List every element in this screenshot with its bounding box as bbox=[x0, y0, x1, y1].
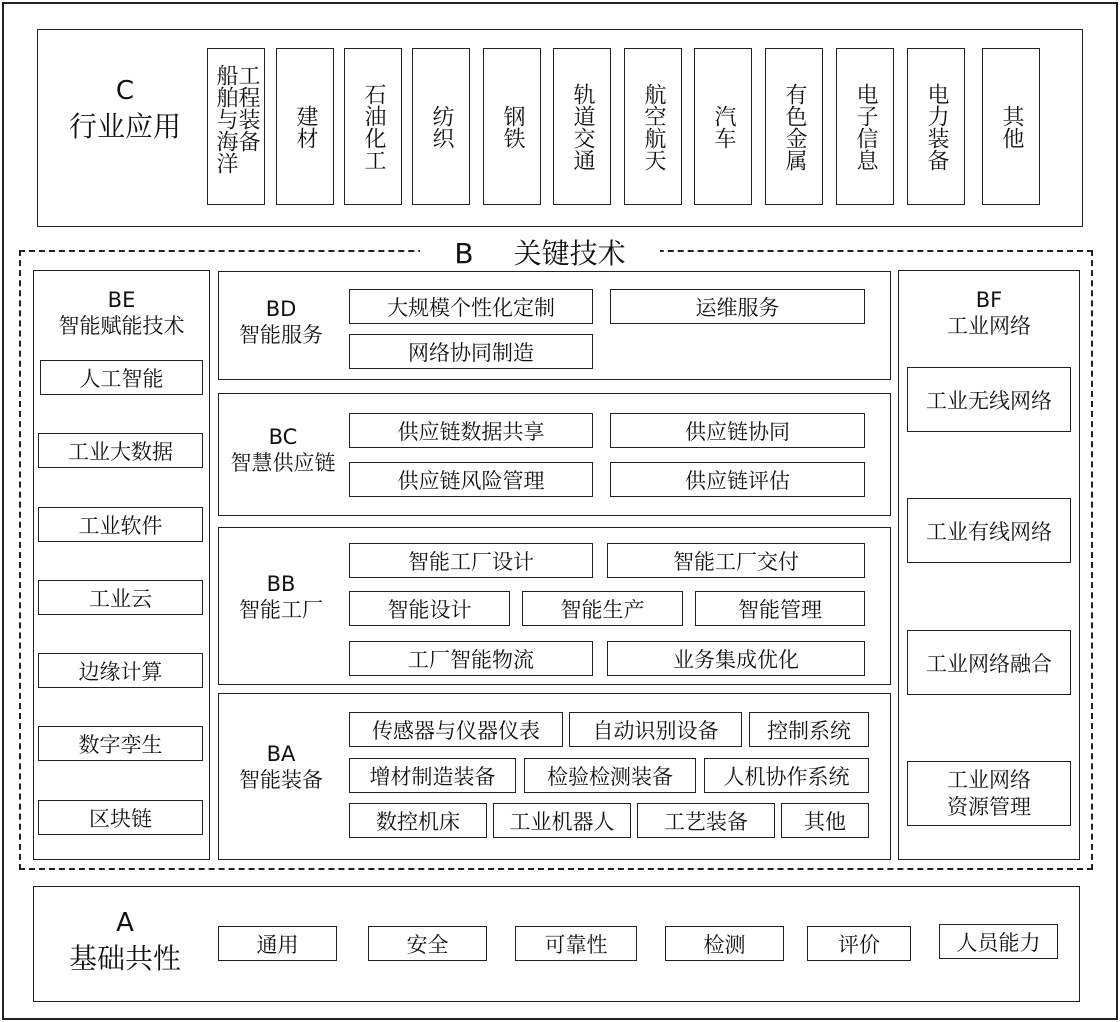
bc-item: 供应链数据共享 bbox=[349, 413, 593, 448]
be-item: 数字孪生 bbox=[38, 726, 203, 761]
bd-item: 大规模个性化定制 bbox=[349, 289, 593, 324]
be-item: 区块链 bbox=[38, 800, 203, 835]
be-item: 工业云 bbox=[38, 580, 203, 615]
a-item: 通用 bbox=[218, 926, 337, 961]
industry-item bbox=[982, 48, 1040, 205]
group-ba-code: BA bbox=[266, 742, 296, 766]
be-item: 人工智能 bbox=[40, 360, 203, 395]
industry-item-ship-ocean-engineering bbox=[207, 48, 265, 205]
industry-item bbox=[907, 48, 965, 205]
bb-item: 业务集成优化 bbox=[607, 641, 865, 676]
group-bb-code: BB bbox=[266, 572, 296, 596]
industry-item-label: 电子信息 bbox=[853, 82, 878, 171]
industry-item-label: 汽车 bbox=[711, 104, 736, 149]
group-be-code: BE bbox=[107, 288, 136, 312]
ba-item: 工业机器人 bbox=[493, 803, 631, 838]
ba-item: 检验检测装备 bbox=[524, 758, 696, 793]
bb-item: 智能设计 bbox=[349, 591, 510, 626]
bc-item: 供应链协同 bbox=[610, 413, 865, 448]
section-c-code: C bbox=[115, 76, 135, 106]
ba-item: 其他 bbox=[781, 803, 869, 838]
industry-item bbox=[412, 48, 470, 205]
industry-item-label: 有色金属 bbox=[782, 82, 807, 171]
group-bb-title: 智能工厂 bbox=[239, 598, 323, 622]
be-item: 边缘计算 bbox=[38, 653, 203, 688]
bf-item-resource-management bbox=[907, 761, 1071, 826]
industry-item-ship-ocean: 船舶与海洋 bbox=[213, 64, 238, 174]
ba-item: 工艺装备 bbox=[637, 803, 775, 838]
bd-item: 运维服务 bbox=[610, 289, 865, 324]
industry-item bbox=[344, 48, 402, 205]
bc-item: 供应链风险管理 bbox=[349, 462, 593, 497]
industry-item bbox=[483, 48, 541, 205]
bf-item-label: 工业网络资源管理 bbox=[947, 768, 1031, 819]
bf-item: 工业网络融合 bbox=[907, 630, 1071, 695]
industry-item-label: 航空航天 bbox=[641, 82, 666, 171]
ba-item: 自动识别设备 bbox=[569, 712, 742, 747]
bb-item: 智能工厂交付 bbox=[607, 543, 865, 578]
group-bc-title: 智慧供应链 bbox=[230, 451, 336, 475]
a-item: 可靠性 bbox=[515, 926, 637, 961]
industry-item-label: 其他 bbox=[999, 104, 1024, 149]
ba-item: 控制系统 bbox=[749, 712, 869, 747]
group-bd-title: 智能服务 bbox=[239, 323, 323, 347]
section-a-title: 基础共性 bbox=[68, 942, 181, 975]
group-ba-title: 智能装备 bbox=[239, 768, 323, 792]
ba-item: 增材制造装备 bbox=[349, 758, 516, 793]
group-be-title: 智能赋能技术 bbox=[58, 314, 185, 338]
bc-item: 供应链评估 bbox=[610, 462, 865, 497]
industry-item bbox=[624, 48, 682, 205]
a-item: 安全 bbox=[368, 926, 487, 961]
industry-item bbox=[765, 48, 823, 205]
a-item: 评价 bbox=[807, 926, 911, 961]
industry-item bbox=[694, 48, 752, 205]
ba-item: 传感器与仪器仪表 bbox=[349, 712, 563, 747]
bb-item: 智能管理 bbox=[695, 591, 865, 626]
a-item: 检测 bbox=[665, 926, 784, 961]
ba-item: 人机协作系统 bbox=[704, 758, 869, 793]
industry-item-engineering: 工程装备 bbox=[235, 64, 260, 152]
bd-item: 网络协同制造 bbox=[349, 334, 593, 369]
section-c-title: 行业应用 bbox=[68, 110, 181, 143]
industry-item-label: 钢铁 bbox=[500, 104, 525, 149]
group-bf-title: 工业网络 bbox=[947, 314, 1031, 338]
bb-item: 工厂智能物流 bbox=[349, 641, 593, 676]
industry-item-label: 纺织 bbox=[429, 104, 454, 149]
industry-item-label: 电力装备 bbox=[924, 82, 949, 171]
be-item: 工业软件 bbox=[38, 507, 203, 542]
a-item: 人员能力 bbox=[939, 924, 1058, 959]
group-bd-code: BD bbox=[265, 297, 297, 321]
group-be bbox=[33, 270, 210, 860]
industry-item-label: 建材 bbox=[293, 104, 318, 149]
be-item: 工业大数据 bbox=[38, 433, 203, 468]
bb-item: 智能生产 bbox=[522, 591, 683, 626]
section-b-title: 关键技术 bbox=[513, 237, 626, 270]
section-b-header bbox=[420, 236, 660, 272]
industry-item bbox=[836, 48, 894, 205]
industry-item-label: 石油化工 bbox=[361, 82, 386, 171]
ba-item: 数控机床 bbox=[349, 803, 487, 838]
bf-item: 工业无线网络 bbox=[907, 367, 1071, 432]
bb-item: 智能工厂设计 bbox=[349, 543, 593, 578]
section-b-code: B bbox=[454, 237, 474, 270]
bf-item: 工业有线网络 bbox=[907, 498, 1071, 563]
group-bf-code: BF bbox=[975, 288, 1003, 312]
industry-item bbox=[553, 48, 611, 205]
section-a-code: A bbox=[116, 908, 134, 938]
industry-item bbox=[276, 48, 334, 205]
group-bc-code: BC bbox=[268, 425, 298, 449]
industry-item-label: 轨道交通 bbox=[570, 82, 595, 171]
